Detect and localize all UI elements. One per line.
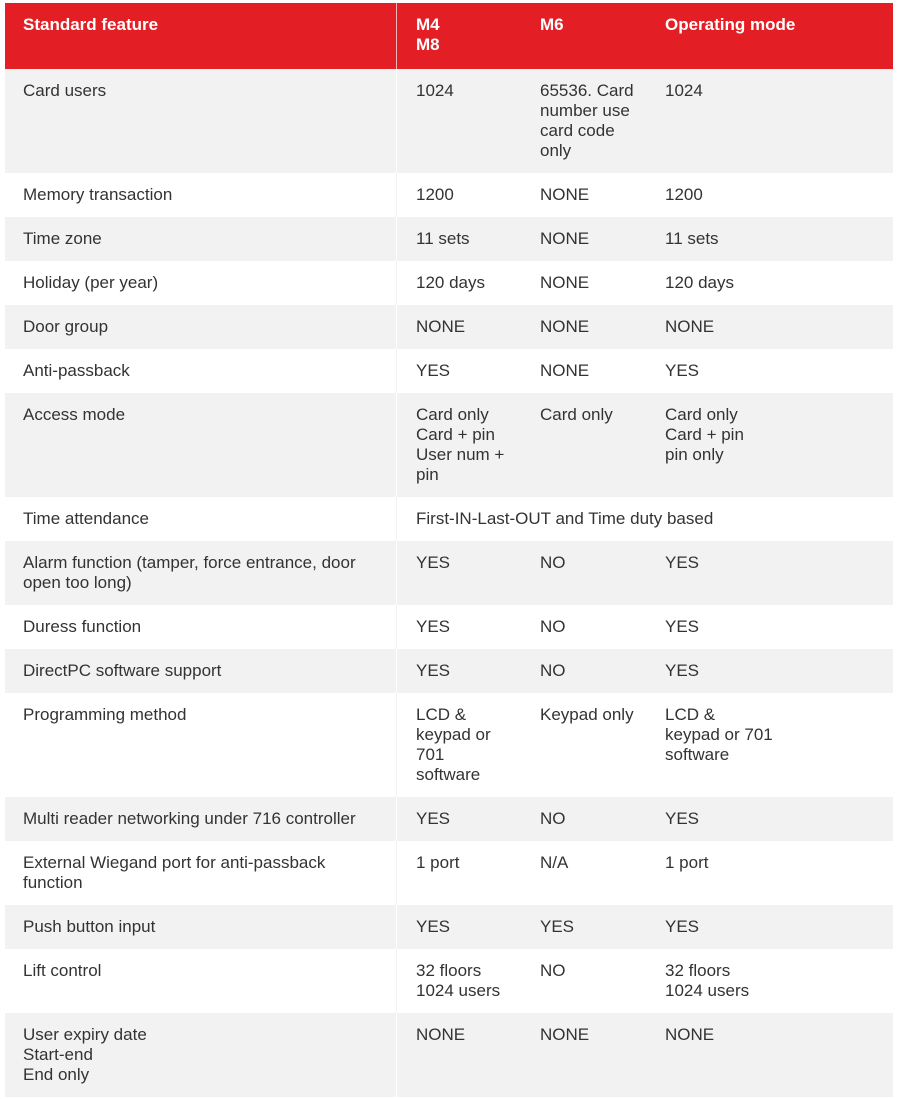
- feature-table: [5, 3, 893, 1097]
- m4-m8-cell: 11 sets: [396, 217, 521, 261]
- m6-cell: NO: [540, 809, 566, 828]
- operating-mode-cell: YES: [665, 553, 700, 572]
- m6-cell: NONE: [540, 229, 590, 248]
- feature-cell: External Wiegand port for anti-passback function: [23, 853, 326, 892]
- table-row: [5, 797, 893, 841]
- m6-cell: NONE: [540, 361, 590, 380]
- operating-mode-cell: YES: [665, 361, 700, 380]
- m4-m8-cell: 32 floors 1024 users: [396, 949, 521, 1013]
- table-row: [5, 949, 893, 1013]
- operating-mode-cell: 1 port: [665, 853, 709, 872]
- table-row: [5, 649, 893, 693]
- operating-mode-cell: YES: [665, 661, 700, 680]
- m4-m8-cell: 1 port: [396, 841, 521, 905]
- m4-m8-cell: 1024: [396, 69, 521, 173]
- m6-cell: N/A: [540, 853, 569, 872]
- table-row: [5, 541, 893, 605]
- operating-mode-cell: 120 days: [665, 273, 734, 292]
- feature-cell: Time zone: [23, 229, 102, 248]
- operating-mode-cell: YES: [665, 617, 700, 636]
- table-row: [5, 217, 893, 261]
- span-value-cell: First-IN-Last-OUT and Time duty based: [396, 497, 893, 541]
- m4-m8-cell: YES: [396, 905, 521, 949]
- feature-cell: Card users: [23, 81, 107, 100]
- m6-cell: Keypad only: [540, 705, 634, 724]
- operating-mode-cell: YES: [665, 809, 700, 828]
- m4-m8-cell: 120 days: [396, 261, 521, 305]
- m4-m8-cell: YES: [396, 605, 521, 649]
- feature-cell: Lift control: [23, 961, 102, 980]
- table-row: [5, 841, 893, 905]
- table-header-row: [5, 3, 893, 69]
- feature-cell: Door group: [23, 317, 109, 336]
- header-standard-feature: Standard feature: [23, 15, 159, 34]
- table-row: [5, 905, 893, 949]
- m4-m8-cell: 1200: [396, 173, 521, 217]
- feature-cell: Access mode: [23, 405, 126, 424]
- m4-m8-cell: LCD & keypad or 701 software: [396, 693, 521, 797]
- feature-cell: Push button input: [23, 917, 156, 936]
- m6-cell: Card only: [540, 405, 613, 424]
- operating-mode-cell: NONE: [665, 1025, 715, 1044]
- m4-m8-cell: YES: [396, 349, 521, 393]
- m4-m8-cell: YES: [396, 797, 521, 841]
- m6-cell: NO: [540, 553, 566, 572]
- feature-cell: Programming method: [23, 705, 187, 724]
- m4-m8-cell: NONE: [396, 305, 521, 349]
- feature-cell: Holiday (per year): [23, 273, 159, 292]
- feature-cell: Multi reader networking under 716 controller: [23, 809, 356, 828]
- m6-cell: NONE: [540, 1025, 590, 1044]
- operating-mode-cell: NONE: [665, 317, 715, 336]
- m6-cell: NONE: [540, 317, 590, 336]
- header-operating-mode: Operating mode: [665, 15, 796, 34]
- feature-cell: DirectPC software support: [23, 661, 222, 680]
- m6-cell: NO: [540, 961, 566, 980]
- table-row: [5, 605, 893, 649]
- operating-mode-cell: LCD & keypad or 701 software: [665, 705, 773, 764]
- feature-cell: Memory transaction: [23, 185, 173, 204]
- operating-mode-cell: 11 sets: [665, 229, 719, 248]
- table-row: [5, 1013, 893, 1097]
- operating-mode-cell: YES: [665, 917, 700, 936]
- feature-cell: Duress function: [23, 617, 142, 636]
- feature-cell: Alarm function (tamper, force entrance, door open too long): [23, 553, 356, 592]
- table-row: [5, 393, 893, 497]
- table-row: [5, 693, 893, 797]
- header-m6: M6: [540, 15, 564, 34]
- operating-mode-cell: 1024: [665, 81, 703, 100]
- table-row: [5, 173, 893, 217]
- m6-cell: NO: [540, 661, 566, 680]
- m6-cell: NONE: [540, 185, 590, 204]
- table-row: [5, 305, 893, 349]
- feature-cell: User expiry date Start-end End only: [23, 1025, 147, 1084]
- m4-m8-cell: NONE: [396, 1013, 521, 1097]
- m6-cell: YES: [540, 917, 575, 936]
- m4-m8-cell: YES: [396, 649, 521, 693]
- table-row: [5, 349, 893, 393]
- m6-cell: NO: [540, 617, 566, 636]
- table-body: [5, 69, 893, 1097]
- feature-cell: Time attendance: [23, 509, 149, 528]
- table-row: [5, 261, 893, 305]
- table-row: [5, 69, 893, 173]
- header-m4-m8: M4 M8: [396, 3, 521, 69]
- m4-m8-cell: YES: [396, 541, 521, 605]
- table-row: [5, 497, 893, 541]
- m6-cell: NONE: [540, 273, 590, 292]
- feature-cell: Anti-passback: [23, 361, 130, 380]
- operating-mode-cell: 32 floors 1024 users: [665, 961, 750, 1000]
- operating-mode-cell: 1200: [665, 185, 703, 204]
- m4-m8-cell: Card only Card + pin User num + pin: [396, 393, 521, 497]
- operating-mode-cell: Card only Card + pin pin only: [665, 405, 744, 464]
- m6-cell: 65536. Card number use card code only: [540, 81, 634, 160]
